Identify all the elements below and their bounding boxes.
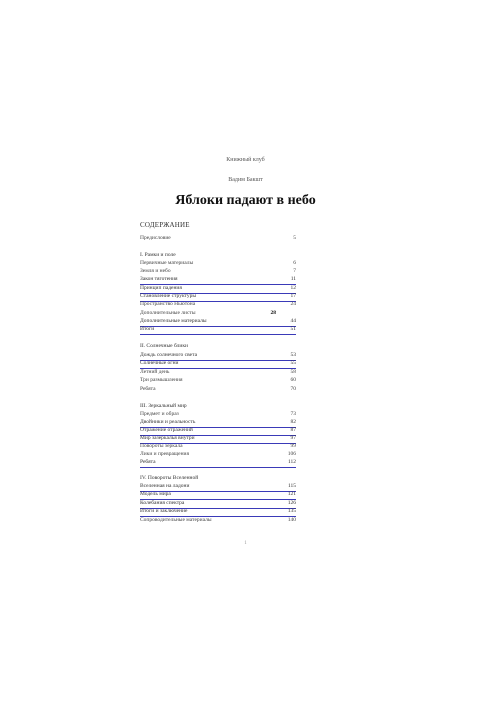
- toc-part-heading: I. Рамки и поле: [140, 252, 176, 258]
- toc-entry-link[interactable]: Двойники и реальность 82: [140, 418, 296, 428]
- toc-entry-link[interactable]: Итоги и заключение 135: [140, 507, 296, 517]
- toc-entry: Повороты зеркала 99: [140, 443, 296, 449]
- toc-entry: Сопроводительные материалы 140: [140, 517, 296, 523]
- toc-entry-link[interactable]: Отражение отражений 87: [140, 426, 296, 436]
- toc-entry: Три размышления 60: [140, 377, 296, 383]
- toc-entry-link[interactable]: Ребята 112: [140, 458, 296, 468]
- toc-heading: СОДЕРЖАНИЕ: [140, 221, 190, 229]
- toc-entry-link[interactable]: Колебания спектра 126: [140, 499, 296, 509]
- toc-entry: Предисловие 5: [140, 235, 296, 241]
- toc-entry-link[interactable]: Модель мира 121: [140, 490, 296, 500]
- toc-entry: Земля и небо 7: [140, 268, 296, 274]
- toc-entry-link[interactable]: Принцип падения 12: [140, 284, 296, 294]
- publisher-name: Книжный клуб: [226, 157, 265, 163]
- toc-entry-link[interactable]: Вселенная на ладони 115: [140, 482, 296, 492]
- toc-entry-link[interactable]: Солнечные огни 55: [140, 359, 296, 369]
- toc-entry-link[interactable]: Дополнительные материалы 44: [140, 317, 296, 327]
- toc-entry: Лики и превращения 106: [140, 451, 296, 457]
- toc-part-heading: II. Солнечные блики: [140, 343, 188, 349]
- toc-entry-link[interactable]: Закон тяготения 11: [140, 275, 296, 285]
- toc-entry-link[interactable]: Мир зазеркалья внутри 97: [140, 434, 296, 444]
- toc-entry-link[interactable]: Итоги 51: [140, 325, 296, 335]
- toc-entry: Пространство Ньютона 24: [140, 301, 296, 307]
- page-number: 1: [244, 541, 247, 546]
- toc-entry: Первичные материалы 6: [140, 260, 296, 266]
- toc-entry: Ребята 70: [140, 386, 296, 392]
- toc-entry: Предмет и образ 73: [140, 411, 296, 417]
- book-title: Яблоки падают в небо: [175, 193, 316, 208]
- toc-entry-link[interactable]: Становление структуры 17: [140, 292, 296, 302]
- author-name: Вадим Бакшт: [228, 177, 263, 183]
- toc-entry: Дополнительные листы 28: [140, 310, 276, 316]
- toc-part-heading: IV. Повороты Вселенной: [140, 475, 199, 481]
- toc-entry-link[interactable]: Дождь солнечного света 53: [140, 351, 296, 361]
- toc-entry: Летний день 58: [140, 369, 296, 375]
- toc-part-heading: III. Зеркальный мир: [140, 403, 187, 409]
